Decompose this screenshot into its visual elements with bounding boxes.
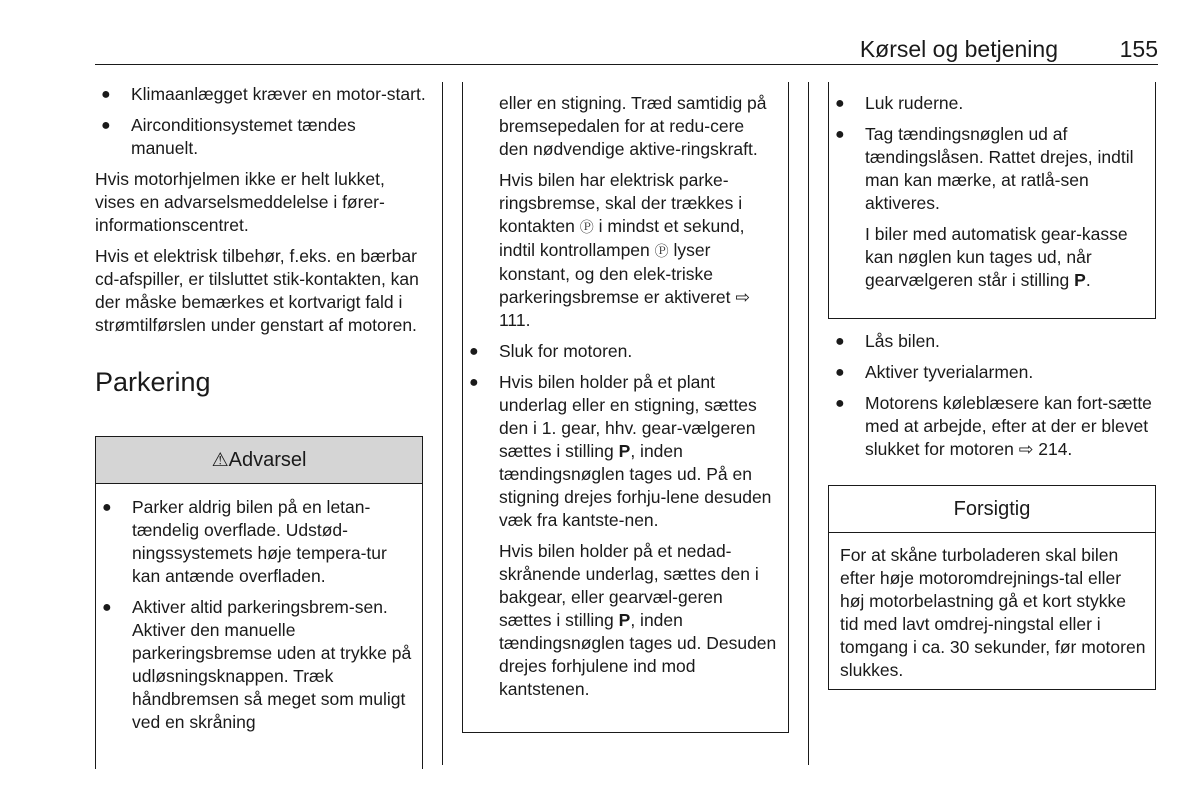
page-number: 155	[1119, 36, 1158, 62]
column-3-lower	[829, 330, 1155, 469]
gear-p-label: P	[618, 610, 631, 630]
list-item: ● Motorens køleblæsere kan fort-sætte med at arbejde, efter at der er blevet slukket for motoren ⇨ 214.	[835, 393, 1152, 459]
bullet-icon: ●	[835, 364, 845, 381]
warning-title: Advarsel	[228, 449, 307, 471]
list-item: ● Tag tændingsnøglen ud af tændingslåsen. Rattet drejes, indtil man kan mærke, at ratlå-sen aktiveres.	[835, 124, 1134, 213]
list-item: ● Aktiver altid parkeringsbrem-sen. Aktiver den manuelle parkeringsbremse uden at trykke på udløsningsknappen. Træk håndbremsen så meget som muligt ved en skråning	[102, 597, 412, 732]
bullet-icon: ●	[835, 95, 845, 112]
list-item: ● Aktiver tyverialarmen.	[835, 362, 1034, 382]
warning-box	[95, 436, 423, 769]
bullet-icon: ●	[101, 86, 111, 103]
caution-body: For at skåne turboladeren skal bilen efter høje motoromdrejnings-tal eller høj motorbelastning gå et kort stykke tid med lavt omdrej-ningstal eller i tomgang i ca. 30 sekunder, før motoren slukkes.	[840, 545, 1146, 680]
reference-arrow-icon: ⇨	[735, 287, 751, 307]
list-item: ● Hvis bilen holder på et plant underlag eller en stigning, sættes den i 1. gear, hhv. gear-vælgeren sættes i stilling P, inden tændingsnøglen tages ud. På en stigning drejes forhju-lene desuden væk fra kantste-nen.	[469, 372, 772, 530]
caution-header: Forsigtig	[829, 486, 1155, 533]
column-2	[463, 92, 778, 709]
bullet-icon: ●	[835, 395, 845, 412]
bullet-icon: ●	[102, 499, 112, 516]
caution-box	[828, 485, 1156, 690]
paragraph-hood: Hvis motorhjelmen ikke er helt lukket, vises en advarselsmeddelelse i fører-informationscentret.	[95, 169, 385, 235]
reference-page: 214.	[1038, 439, 1073, 459]
list-item: ● Airconditionsystemet tændes manuelt.	[101, 115, 356, 158]
bullet-icon: ●	[469, 343, 479, 360]
paragraph-electric-brake: Hvis bilen har elektrisk parke-ringsbremse, skal der trækkes i kontakten Ⓟ i mindst et sekund, indtil kontrollampen Ⓟ lyser konstant, og den elek-triske parkeringsbremse er aktiveret ⇨ 111.	[499, 170, 751, 330]
bullet-icon: ●	[101, 117, 111, 134]
bullet-icon: ●	[835, 333, 845, 350]
reference-arrow-icon: ⇨	[1018, 439, 1034, 459]
warning-triangle-icon: ⚠	[211, 450, 229, 471]
page-header-title: Kørsel og betjening	[859, 36, 1058, 62]
header-rule	[95, 64, 1158, 65]
parking-brake-lamp-icon: Ⓟ	[654, 243, 669, 259]
bullet-icon: ●	[469, 374, 479, 391]
parking-brake-symbol-icon: Ⓟ	[579, 219, 594, 235]
bullet-icon: ●	[835, 126, 845, 143]
column-3	[829, 92, 1147, 300]
column-divider-1	[442, 82, 443, 765]
list-item: ● Lås bilen.	[835, 331, 940, 351]
reference-page: 111.	[499, 310, 531, 330]
list-item: ● Luk ruderne.	[835, 93, 964, 113]
gear-p-label: P	[1074, 270, 1086, 290]
list-item: ● Sluk for motoren.	[469, 341, 633, 361]
list-item: ● Klimaanlægget kræver en motor-start.	[101, 84, 426, 104]
paragraph-continuation: eller en stigning. Træd samtidig på bremsepedalen for at redu-cere den nødvendige aktive-ringskraft.	[499, 93, 767, 159]
section-title-parkering: Parkering	[95, 367, 211, 397]
column-divider-2	[808, 82, 809, 765]
warning-header	[96, 437, 422, 484]
paragraph-downhill: Hvis bilen holder på et nedad-skrånende underlag, sættes den i bakgear, eller gearvæl-geren sættes i stilling P, inden tændingsnøglen tages ud. Desuden drejes forhjulene ind mod kantstenen.	[499, 541, 777, 699]
paragraph-accessory: Hvis et elektrisk tilbehør, f.eks. en bærbar cd-afspiller, er tilsluttet stik-kontakten, kan der måske bemærkes et kortvarigt fald i strømtilførslen under genstart af motoren.	[95, 246, 419, 335]
gear-p-label: P	[618, 441, 631, 461]
paragraph-automatic: I biler med automatisk gear-kasse kan nøglen kun tages ud, når gearvælgeren står i stilling P.	[865, 224, 1128, 290]
list-item: ● Parker aldrig bilen på en letan-tændelig overflade. Udstød-ningssystemets høje tempera-tur kan antænde overfladen.	[102, 497, 387, 586]
column-1	[95, 83, 427, 732]
bullet-icon: ●	[102, 599, 112, 616]
